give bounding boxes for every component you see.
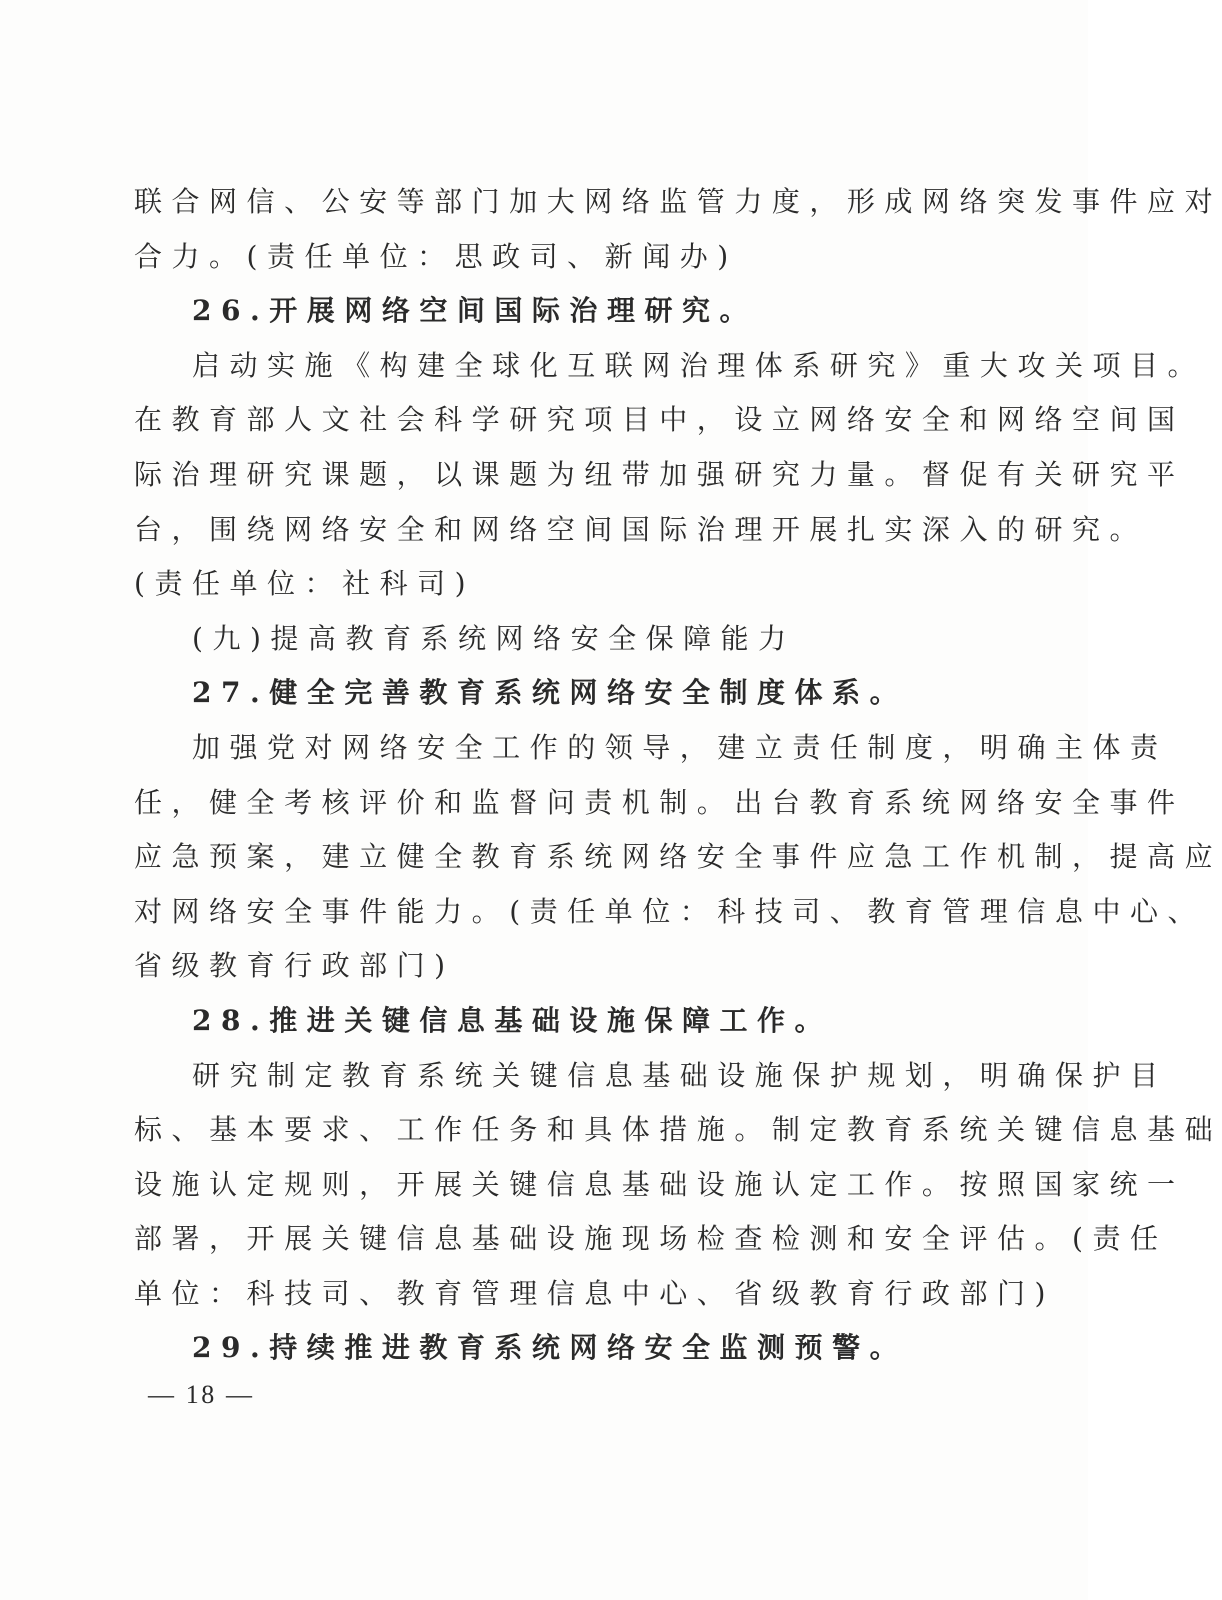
text-line: 应急预案，建立健全教育系统网络安全事件应急工作机制，提高应 — [134, 840, 1222, 874]
text-line: 联合网信、公安等部门加大网络监管力度，形成网络突发事件应对 — [134, 185, 1222, 218]
section-heading: 28.推进关键信息基础设施保障工作。 — [192, 1003, 833, 1037]
text-line: 启动实施《构建全球化互联网治理体系研究》重大攻关项目。 — [192, 348, 1206, 382]
text-line: 台，围绕网络安全和网络空间国际治理开展扎实深入的研究。 — [134, 512, 1148, 546]
text-line: 在教育部人文社会科学研究项目中，设立网络安全和网络空间国 — [134, 403, 1185, 437]
text-line: 部署，开展关键信息基础设施现场检查检测和安全评估。(责任 — [134, 1222, 1168, 1256]
text-line: 设施认定规则，开展关键信息基础设施认定工作。按照国家统一 — [134, 1167, 1185, 1201]
text-line: 单位：科技司、教育管理信息中心、省级教育行政部门) — [134, 1276, 1055, 1310]
section-heading: 26.开展网络空间国际治理研究。 — [192, 294, 758, 328]
text-line: 省级教育行政部门) — [134, 949, 455, 983]
text-line: 研究制定教育系统关键信息基础设施保护规划，明确保护目 — [192, 1058, 1168, 1092]
text-line: 对网络安全事件能力。(责任单位：科技司、教育管理信息中心、 — [134, 894, 1206, 928]
text-line: 合力。(责任单位：思政司、新闻办) — [134, 239, 738, 273]
text-line: (责任单位：社科司) — [134, 567, 476, 601]
chapter-heading: (九)提高教育系统网络安全保障能力 — [192, 621, 796, 655]
text-line: 加强党对网络安全工作的领导，建立责任制度，明确主体责 — [192, 730, 1168, 764]
text-line: 标、基本要求、工作任务和具体措施。制定教育系统关键信息基础 — [134, 1113, 1222, 1147]
text-line: 际治理研究课题，以课题为纽带加强研究力量。督促有关研究平 — [134, 457, 1185, 491]
body-text — [134, 175, 1222, 1376]
section-heading: 29.持续推进教育系统网络安全监测预警。 — [192, 1331, 908, 1365]
page-number: — 18 — — [148, 1380, 255, 1409]
section-heading: 27.健全完善教育系统网络安全制度体系。 — [192, 676, 908, 710]
text-line: 任，健全考核评价和监督问责机制。出台教育系统网络安全事件 — [134, 785, 1185, 819]
